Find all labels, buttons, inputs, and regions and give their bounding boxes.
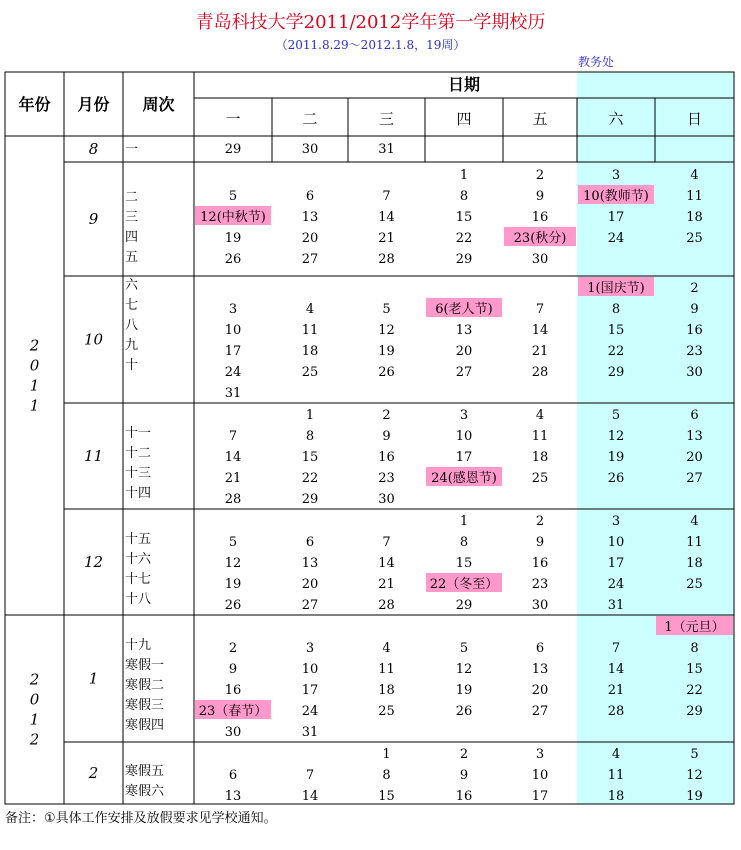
date-cell: 17 (224, 344, 242, 359)
date-cell: 12(中秋节) (200, 210, 266, 225)
date-cell: 29 (301, 492, 319, 507)
date-cell: 19 (224, 231, 242, 246)
date-cell: 17 (455, 450, 473, 465)
date-cell: 27 (686, 471, 703, 486)
date-cell: 27 (301, 252, 319, 267)
date-cell: 22 (301, 471, 319, 486)
weekend-shading (577, 72, 734, 804)
week-label: 寒假三 (125, 698, 165, 713)
date-cell: 16 (531, 210, 549, 225)
date-cell: 7 (305, 768, 315, 783)
date-cell: 11 (686, 189, 703, 204)
date-cell: 20 (686, 450, 703, 465)
date-cell: 30 (686, 365, 703, 380)
date-cell: 9 (535, 535, 545, 550)
date-cell: 25 (301, 365, 319, 380)
date-cell: 28 (378, 598, 395, 613)
date-cell: 25 (686, 231, 703, 246)
date-cell: 8 (459, 189, 469, 204)
date-cell: 16 (531, 556, 549, 571)
date-cell: 12 (455, 662, 473, 677)
date-cell: 12 (607, 429, 625, 444)
date-cell: 21 (378, 577, 395, 592)
date-cell: 20 (531, 683, 549, 698)
date-cell: 11 (301, 323, 319, 338)
date-cell: 21 (224, 471, 242, 486)
date-cell: 14 (531, 323, 549, 338)
date-cell: 3 (228, 302, 238, 317)
date-cell: 1（元旦） (664, 620, 725, 635)
header-date: 日期 (447, 75, 481, 94)
date-cell: 7 (382, 535, 391, 550)
date-cell: 19 (455, 683, 473, 698)
week-label: 十九 (125, 638, 152, 653)
date-cell: 30 (224, 725, 242, 740)
date-cell: 6 (228, 768, 238, 783)
date-cell: 24 (607, 577, 625, 592)
date-cell: 18 (686, 556, 703, 571)
month-label: 10 (83, 330, 104, 349)
date-cell: 7 (535, 302, 545, 317)
date-cell: 12 (378, 323, 395, 338)
date-cell: 24 (607, 231, 625, 246)
date-cell: 22 (686, 683, 703, 698)
date-cell: 29 (224, 142, 242, 157)
date-cell: 2 (690, 281, 699, 296)
date-cell: 26 (455, 704, 473, 719)
month-label: 11 (83, 447, 104, 465)
date-cell: 3 (611, 514, 621, 529)
date-cell: 31 (224, 386, 242, 401)
date-cell: 1(国庆节) (587, 281, 645, 296)
date-cell: 19 (378, 344, 395, 359)
date-cell: 3 (611, 168, 621, 183)
year-label: 2 (29, 730, 40, 749)
date-cell: 14 (301, 789, 319, 804)
date-cell: 30 (531, 598, 549, 613)
date-cell: 11 (607, 768, 625, 783)
header-weekday: 三 (378, 110, 395, 128)
date-cell: 25 (378, 704, 395, 719)
date-cell: 29 (455, 252, 473, 267)
month-label: 1 (88, 669, 99, 688)
date-cell: 8 (459, 535, 469, 550)
date-cell: 9 (459, 768, 469, 783)
month-label: 9 (88, 210, 99, 228)
header-weekday: 五 (532, 110, 548, 128)
date-cell: 15 (607, 323, 625, 338)
date-cell: 24 (224, 365, 242, 380)
week-label: 寒假一 (125, 658, 165, 673)
date-cell: 5 (611, 408, 621, 423)
date-cell: 4 (690, 168, 699, 183)
date-cell: 12 (224, 556, 242, 571)
date-cell: 16 (455, 789, 473, 804)
date-cell: 5 (382, 302, 391, 317)
date-cell: 2 (459, 747, 469, 762)
date-cell: 30 (378, 492, 395, 507)
header-year: 年份 (18, 95, 51, 114)
date-cell: 3 (535, 747, 545, 762)
date-cell: 18 (686, 210, 703, 225)
week-label: 五 (125, 250, 139, 265)
header-month: 月份 (77, 95, 110, 114)
week-label: 六 (125, 278, 139, 293)
date-cell: 10 (531, 768, 549, 783)
date-cell: 10 (607, 535, 625, 550)
year-label: 2 (29, 336, 40, 355)
date-cell: 11 (531, 429, 549, 444)
date-cell: 24 (301, 704, 319, 719)
date-cell: 15 (455, 556, 473, 571)
date-cell: 5 (228, 535, 238, 550)
date-cell: 30 (301, 142, 319, 157)
header-weekday: 六 (608, 110, 624, 128)
date-cell: 2 (535, 168, 545, 183)
page-title: 青岛科技大学2011/2012学年第一学期校历 (195, 12, 546, 33)
month-label: 2 (88, 764, 99, 782)
date-cell: 10 (224, 323, 242, 338)
issuer-label: 教务处 (578, 55, 615, 69)
date-cell: 4 (690, 514, 699, 529)
date-cell: 18 (607, 789, 625, 804)
date-cell: 28 (531, 365, 549, 380)
week-label: 十五 (125, 532, 152, 547)
year-label: 1 (29, 396, 40, 415)
date-cell: 9 (535, 189, 545, 204)
date-cell: 7 (382, 189, 391, 204)
week-label: 寒假四 (125, 718, 165, 733)
date-cell: 23 (531, 577, 549, 592)
date-cell: 31 (607, 598, 625, 613)
week-label: 十七 (125, 572, 152, 587)
date-cell: 24(感恩节) (431, 471, 497, 486)
date-cell: 14 (378, 556, 395, 571)
date-cell: 8 (611, 302, 621, 317)
date-cell: 15 (378, 789, 395, 804)
date-cell: 2 (228, 641, 238, 656)
week-label: 寒假二 (125, 678, 165, 693)
date-cell: 27 (301, 598, 319, 613)
date-cell: 15 (455, 210, 473, 225)
date-cell: 13 (455, 323, 473, 338)
date-cell: 20 (455, 344, 473, 359)
date-cell: 26 (607, 471, 625, 486)
week-label: 十 (125, 358, 139, 373)
date-cell: 13 (301, 210, 319, 225)
date-cell: 21 (607, 683, 625, 698)
week-label: 十一 (125, 426, 152, 441)
date-cell: 22（冬至） (429, 577, 499, 592)
year-label: 0 (29, 690, 40, 709)
date-cell: 17 (531, 789, 549, 804)
date-cell: 13 (224, 789, 242, 804)
date-cell: 11 (686, 535, 703, 550)
date-cell: 20 (301, 577, 319, 592)
date-cell: 16 (224, 683, 242, 698)
year-label: 1 (29, 376, 40, 395)
date-cell: 10 (455, 429, 473, 444)
date-cell: 15 (686, 662, 703, 677)
date-cell: 29 (607, 365, 625, 380)
date-cell: 9 (382, 429, 391, 444)
date-cell: 1 (459, 168, 469, 183)
date-cell: 23(秋分) (513, 231, 567, 246)
date-cell: 6 (305, 535, 315, 550)
date-cell: 26 (224, 252, 242, 267)
date-cell: 21 (531, 344, 549, 359)
week-label: 十三 (125, 466, 152, 481)
week-label: 四 (125, 230, 139, 245)
date-cell: 19 (224, 577, 242, 592)
month-label: 8 (88, 140, 99, 158)
page-subtitle: （2011.8.29～2012.1.8，19周） (275, 38, 466, 52)
week-label: 二 (125, 190, 139, 205)
date-cell: 28 (224, 492, 242, 507)
date-cell: 9 (228, 662, 238, 677)
date-cell: 18 (301, 344, 319, 359)
date-cell: 4 (382, 641, 391, 656)
date-cell: 9 (690, 302, 699, 317)
week-label: 十六 (125, 552, 152, 567)
date-cell: 16 (378, 450, 395, 465)
week-label: 一 (125, 142, 139, 157)
date-cell: 28 (607, 704, 625, 719)
year-label: 1 (29, 710, 40, 729)
date-cell: 13 (301, 556, 319, 571)
date-cell: 17 (607, 556, 625, 571)
header-weekday: 日 (686, 110, 703, 128)
header-weekday: 一 (225, 110, 241, 128)
date-cell: 25 (531, 471, 549, 486)
date-cell: 29 (455, 598, 473, 613)
date-cell: 10 (301, 662, 319, 677)
date-cell: 8 (690, 641, 699, 656)
date-cell: 13 (531, 662, 549, 677)
date-cell: 1 (382, 747, 391, 762)
date-cell: 6 (535, 641, 545, 656)
date-cell: 7 (611, 641, 621, 656)
date-cell: 4 (305, 302, 315, 317)
date-cell: 27 (531, 704, 549, 719)
date-cell: 5 (459, 641, 469, 656)
date-cell: 13 (686, 429, 703, 444)
date-cell: 23 (378, 471, 395, 486)
date-cell: 1 (305, 408, 315, 423)
header-weekday: 二 (302, 110, 318, 128)
date-cell: 25 (686, 577, 703, 592)
week-label: 七 (125, 298, 139, 313)
date-cell: 18 (378, 683, 395, 698)
date-cell: 23 (686, 344, 703, 359)
date-cell: 22 (455, 231, 473, 246)
date-cell: 12 (686, 768, 703, 783)
date-cell: 4 (611, 747, 621, 762)
date-cell: 6 (305, 189, 315, 204)
date-cell: 1 (459, 514, 469, 529)
month-label: 12 (83, 553, 104, 571)
date-cell: 31 (378, 142, 395, 157)
year-label: 0 (29, 356, 40, 375)
date-cell: 14 (607, 662, 625, 677)
date-cell: 31 (301, 725, 319, 740)
date-cell: 6(老人节) (435, 302, 493, 317)
date-cell: 21 (378, 231, 395, 246)
date-cell: 20 (301, 231, 319, 246)
date-cell: 4 (535, 408, 545, 423)
week-label: 三 (125, 210, 139, 225)
date-cell: 10(教师节) (583, 189, 649, 204)
date-cell: 23（春节） (198, 704, 268, 719)
date-cell: 8 (382, 768, 391, 783)
week-label: 十二 (125, 446, 152, 461)
footnote: 备注：①具体工作安排及放假要求见学校通知。 (5, 811, 277, 826)
date-cell: 11 (378, 662, 395, 677)
date-cell: 15 (301, 450, 319, 465)
date-cell: 3 (305, 641, 315, 656)
date-cell: 7 (228, 429, 238, 444)
date-cell: 17 (607, 210, 625, 225)
date-cell: 18 (531, 450, 549, 465)
date-cell: 30 (531, 252, 549, 267)
date-cell: 14 (224, 450, 242, 465)
date-cell: 29 (686, 704, 703, 719)
date-cell: 2 (382, 408, 391, 423)
week-label: 寒假六 (125, 784, 165, 799)
week-label: 十四 (125, 486, 152, 501)
date-cell: 5 (690, 747, 699, 762)
date-cell: 17 (301, 683, 319, 698)
week-label: 寒假五 (125, 764, 165, 779)
date-cell: 16 (686, 323, 703, 338)
date-cell: 6 (690, 408, 699, 423)
year-label: 2 (29, 670, 40, 689)
week-label: 八 (125, 318, 139, 333)
date-cell: 22 (607, 344, 625, 359)
week-label: 九 (125, 338, 139, 353)
date-cell: 5 (228, 189, 238, 204)
header-week: 周次 (142, 95, 175, 114)
date-cell: 3 (459, 408, 469, 423)
date-cell: 27 (455, 365, 473, 380)
date-cell: 26 (378, 365, 395, 380)
week-label: 十八 (125, 592, 152, 607)
header-weekday: 四 (456, 110, 472, 128)
date-cell: 19 (686, 789, 703, 804)
date-cell: 2 (535, 514, 545, 529)
date-cell: 8 (305, 429, 315, 444)
date-cell: 14 (378, 210, 395, 225)
date-cell: 28 (378, 252, 395, 267)
date-cell: 26 (224, 598, 242, 613)
date-cell: 19 (607, 450, 625, 465)
